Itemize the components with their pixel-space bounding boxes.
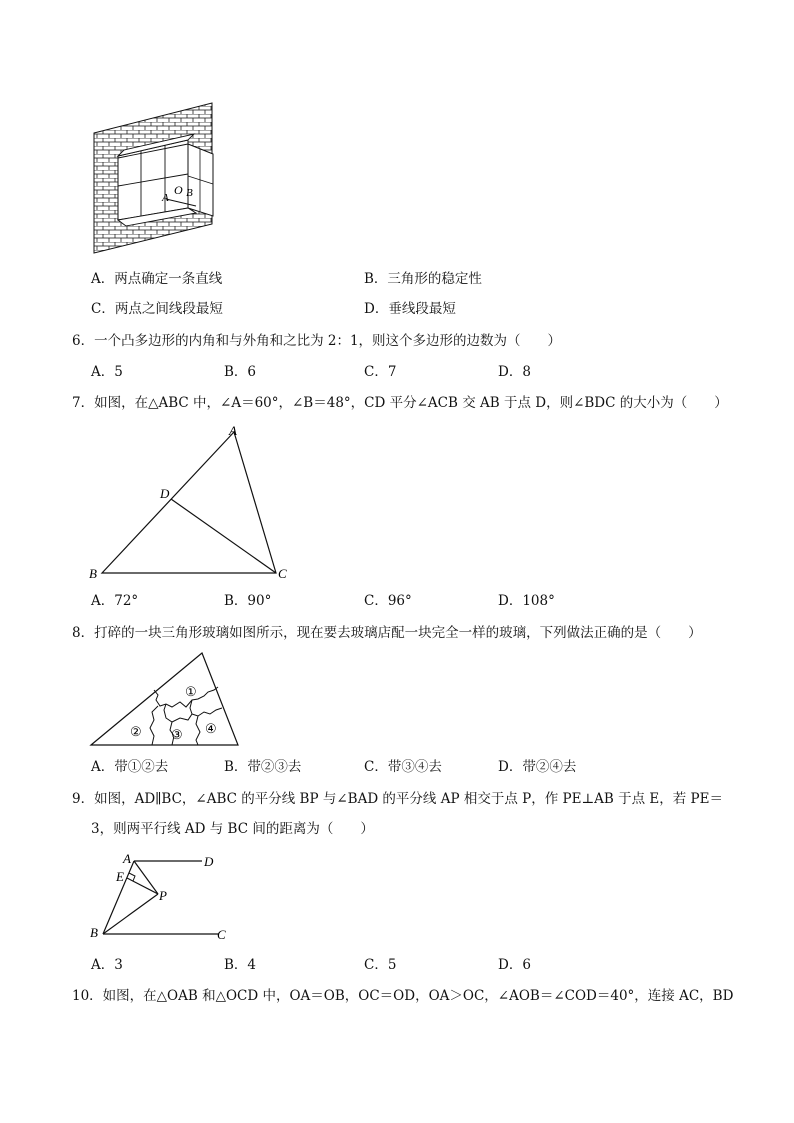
piece-4-label: ④ (205, 721, 217, 736)
parallel-lines-figure (86, 850, 236, 945)
label-E: E (116, 869, 124, 884)
triangle-abc-figure (80, 418, 300, 583)
q5-option-c: C．两点之间线段最短 (91, 301, 223, 317)
label-C: C (217, 927, 226, 942)
q8-option-d: D．带②④去 (498, 759, 577, 775)
window-wall-figure (88, 98, 228, 258)
q9-stem-line1: 9．如图，AD∥BC，∠ABC 的平分线 BP 与∠BAD 的平分线 AP 相交于点 P，作 PE⊥AB 于点 E，若 PE＝ (72, 791, 723, 807)
q7-option-a: A．72° (91, 593, 139, 609)
q9-option-a: A．3 (91, 957, 123, 973)
q10-stem: 10．如图，在△OAB 和△OCD 中，OA＝OB，OC＝OD，OA＞OC，∠AOB＝∠COD＝40°，连接 AC，BD (72, 988, 734, 1004)
q6-option-a: A．5 (91, 364, 123, 380)
label-B: B (186, 187, 193, 199)
label-A: A (229, 423, 237, 438)
q9-option-b: B．4 (224, 957, 257, 973)
q7-stem: 7．如图，在△ABC 中，∠A＝60°，∠B＝48°，CD 平分∠ACB 交 AB 于点 D，则∠BDC 的大小为（ ） (72, 395, 728, 411)
q6-stem: 6．一个凸多边形的内角和与外角和之比为 2：1，则这个多边形的边数为（ ） (72, 333, 562, 349)
piece-3-label: ③ (171, 727, 183, 742)
q7-option-c: C．96° (364, 593, 412, 609)
label-D: D (204, 854, 214, 869)
q6-option-d: D．8 (498, 364, 531, 380)
q7-option-b: B．90° (224, 593, 272, 609)
q9-option-c: C．5 (364, 957, 397, 973)
label-B: B (90, 925, 98, 940)
label-D: D (160, 486, 170, 501)
q6-option-c: C．7 (364, 364, 397, 380)
piece-1-label: ① (185, 684, 197, 699)
label-O: O (174, 183, 183, 197)
label-A: A (123, 851, 131, 866)
q9-stem-line2: 3，则两平行线 AD 与 BC 间的距离为（ ） (91, 821, 374, 837)
piece-2-label: ② (130, 724, 142, 739)
q9-option-d: D．6 (498, 957, 531, 973)
q8-option-a: A．带①②去 (91, 759, 169, 775)
label-C: C (278, 566, 287, 581)
q8-option-c: C．带③④去 (364, 759, 442, 775)
label-P: P (159, 888, 167, 903)
q5-option-d: D．垂线段最短 (364, 301, 456, 317)
q6-option-b: B．6 (224, 364, 257, 380)
broken-glass-figure (88, 650, 243, 750)
label-A: A (162, 192, 169, 204)
label-B: B (89, 566, 97, 581)
q5-option-a: A．两点确定一条直线 (91, 271, 223, 287)
q8-stem: 8．打碎的一块三角形玻璃如图所示，现在要去玻璃店配一块完全一样的玻璃，下列做法正确的是（ ） (72, 625, 702, 641)
q5-option-b: B．三角形的稳定性 (364, 271, 482, 287)
q7-option-d: D．108° (498, 593, 555, 609)
q8-option-b: B．带②③去 (224, 759, 302, 775)
